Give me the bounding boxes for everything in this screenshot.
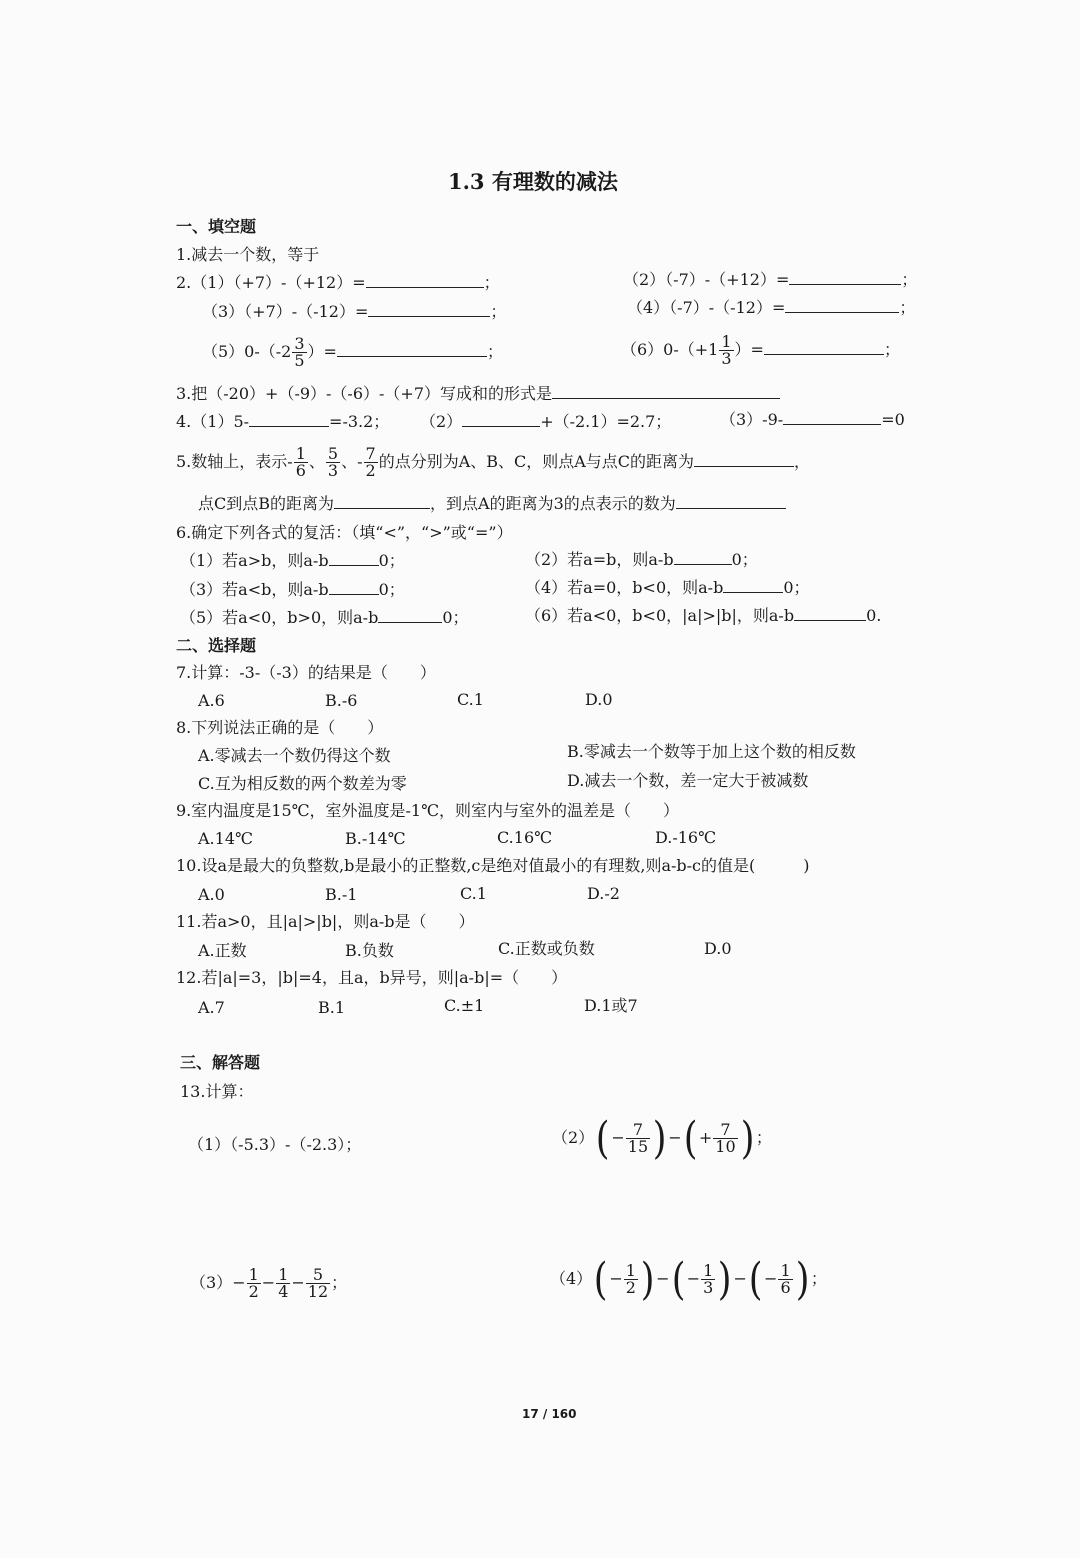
question-13-part-1: （1）（-5.3）-（-2.3）；: [188, 1135, 362, 1154]
option-d: D.-16℃: [655, 828, 717, 847]
fraction: $\frac{7}{10}$: [715, 1120, 736, 1156]
question-13-part-3: （3）− $\frac{1}{2}$ − $\frac{1}{4}$ − $\frac{5}{12}$ ；: [190, 1265, 348, 1301]
question-2-part-5: （5）0-（-2 $\frac{3}{5}$ ）= ；: [202, 334, 503, 370]
question-6-part-1: （1）若a>b，则a-b 0；: [180, 551, 405, 570]
fraction: $\frac{1}{6}$: [295, 444, 306, 480]
option-d: D.0: [585, 690, 613, 709]
section-multiple-choice: 二、选择题: [176, 636, 257, 655]
fraction: $\frac{1}{2}$: [248, 1265, 259, 1301]
option-c: C.±1: [444, 996, 485, 1015]
option-d: D.减去一个数，差一定大于被减数: [567, 771, 809, 790]
section-solve: 三、解答题: [180, 1053, 261, 1072]
question-12-stem: 12.若|a|=3，|b|=4，且a，b异号，则|a-b|=（ ）: [176, 968, 568, 987]
question-11-stem: 11.若a>0，且|a|>|b|，则a-b是（ ）: [176, 912, 475, 931]
fraction: $\frac{7}{2}$: [365, 444, 376, 480]
question-1: 1.减去一个数，等于: [176, 245, 320, 264]
option-a: A.14℃: [198, 829, 253, 848]
question-6-part-5: （5）若a<0，b>0，则a-b 0；: [180, 608, 469, 627]
question-2-part-6: （6）0-（+1 $\frac{1}{3}$ ）= ；: [621, 332, 900, 368]
question-9-stem: 9.室内温度是15℃，室外温度是-1℃，则室内与室外的温差是（ ）: [176, 801, 680, 820]
option-b: B.-14℃: [345, 829, 406, 848]
question-4-part-1: 4.（1）5- =-3.2；: [176, 412, 390, 431]
option-c: C.1: [457, 690, 484, 709]
question-4-part-2: （2） +（-2.1）=2.7；: [420, 412, 672, 431]
question-7-stem: 7.计算：-3-（-3）的结果是（ ）: [176, 663, 436, 682]
fraction: $\frac{1}{2}$: [625, 1261, 636, 1297]
fraction: $\frac{5}{3}$: [327, 444, 339, 480]
fraction: $\frac{1}{6}$: [780, 1261, 791, 1297]
question-5-line-1: 5.数轴上，表示- $\frac{1}{6}$ 、 $\frac{5}{3}$ 、- $\frac{7}{2}$ 的点分别为A、B、C，则点A与点C的距离为 ，: [176, 444, 811, 480]
fraction: $\frac{1}{3}$: [721, 332, 732, 368]
question-5-line-2: 点C到点B的距离为 ，到点A的距离为3的点表示的数为: [198, 494, 786, 514]
option-b: B.-1: [325, 885, 358, 904]
question-3: 3.把（-20）+（-9）-（-6）-（+7）写成和的形式是: [176, 384, 780, 404]
fraction: $\frac{1}{3}$: [703, 1261, 714, 1297]
question-8-stem: 8.下列说法正确的是（ ）: [176, 718, 384, 737]
option-c: C.正数或负数: [498, 939, 595, 958]
question-13-part-2: （2）( − $\frac{7}{15}$ ) −( + $\frac{7}{10}$ ) ；: [552, 1112, 772, 1164]
option-d: D.-2: [587, 884, 620, 903]
question-6-stem: 6.确定下列各式的复活：（填“<”，“>”或“=”）: [176, 523, 513, 542]
option-d: D.0: [704, 939, 732, 958]
question-13-part-4: （4）( − $\frac{1}{2}$ ) −( − $\frac{1}{3}$ ) −( − $\frac{1}{6}$ ) ；: [550, 1253, 827, 1305]
question-6-part-6: （6）若a<0，b<0，|a|>|b|，则a-b 0.: [525, 606, 882, 625]
option-a: A.6: [198, 691, 225, 710]
option-c: C.16℃: [497, 828, 553, 847]
question-4-part-3: （3）-9- =0: [720, 410, 905, 429]
fraction: $\frac{7}{15}$: [627, 1120, 649, 1156]
option-b: B.负数: [345, 941, 394, 960]
fraction: $\frac{5}{12}$: [307, 1265, 329, 1301]
option-c: C.1: [460, 884, 487, 903]
option-b: B.零减去一个数等于加上这个数的相反数: [567, 742, 856, 761]
option-c: C.互为相反数的两个数差为零: [198, 774, 407, 793]
option-a: A.7: [198, 998, 225, 1017]
option-b: B.1: [318, 998, 346, 1017]
question-6-part-3: （3）若a<b，则a-b 0；: [180, 580, 405, 599]
page-title: 1.3 有理数的减法: [448, 169, 618, 194]
question-2-part-4: （4）（-7）-（-12）= ；: [627, 298, 916, 317]
question-2-part-1: 2.（1）（+7）-（+12）= ；: [176, 273, 500, 292]
option-a: A.正数: [198, 941, 247, 960]
question-2-part-3: （3）（+7）-（-12）= ；: [202, 302, 507, 321]
option-b: B.-6: [325, 691, 358, 710]
question-2-part-2: （2）（-7）-（+12）= ；: [623, 270, 918, 289]
fraction: $\frac{3}{5}$: [294, 334, 305, 370]
fraction: $\frac{1}{4}$: [278, 1265, 289, 1301]
question-13-stem: 13.计算：: [180, 1082, 254, 1101]
section-fill-blank: 一、填空题: [176, 217, 257, 236]
question-6-part-2: （2）若a=b，则a-b 0；: [525, 550, 758, 569]
question-6-part-4: （4）若a=0，b<0，则a-b 0；: [525, 578, 810, 597]
option-d: D.1或7: [584, 996, 638, 1015]
question-10-stem: 10.设a是最大的负整数,b是最小的正整数,c是绝对值最小的有理数,则a-b-c的值是( ): [176, 856, 810, 875]
option-a: A.零减去一个数仍得这个数: [198, 746, 391, 765]
page-number: 17 / 160: [522, 1407, 577, 1421]
option-a: A.0: [198, 885, 225, 904]
